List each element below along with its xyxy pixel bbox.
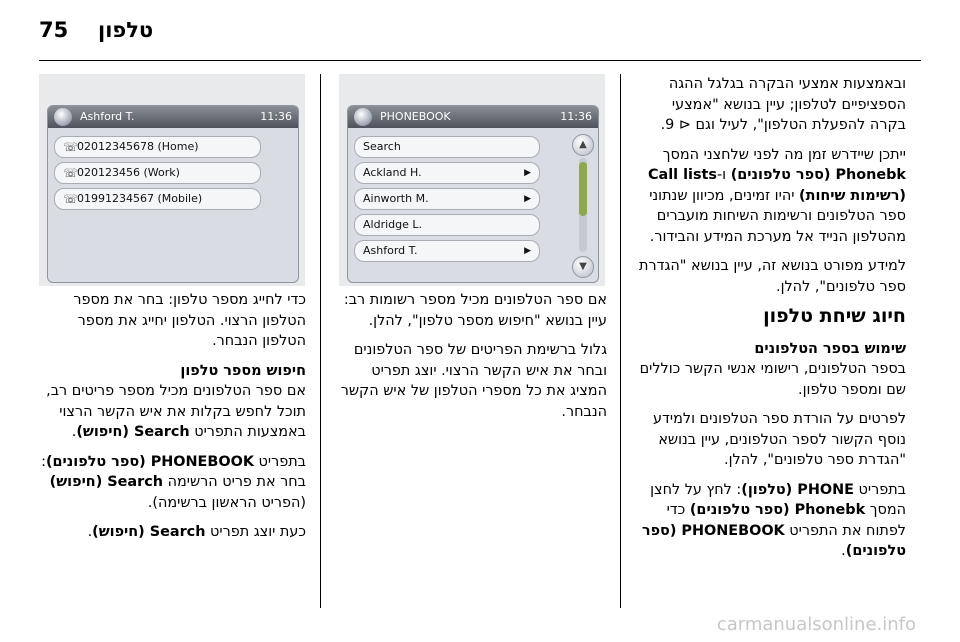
phone-icon [54, 108, 72, 126]
scroll-down-icon[interactable]: ▼ [572, 256, 594, 278]
subsection-heading: שימוש בספר הטלפונים [754, 340, 906, 357]
phone-number-icon: ☏ [63, 166, 79, 180]
contact-screenshot [39, 74, 305, 286]
page-title: טלפון [98, 18, 154, 42]
paragraph: בספר הטלפונים, רישומי אנשי הקשר כוללים שם ומספר טלפון. [639, 361, 906, 398]
list-item[interactable]: Aldridge L. [354, 214, 540, 236]
column-divider-right [620, 74, 621, 608]
paragraph: אם ספר הטלפונים מכיל מספר פריטים רב, תוכל לחפש בקלות את איש הקשר הרצוי באמצעות התפריט Search (חיפוש). [46, 383, 306, 440]
paragraph: ובאמצעות אמצעי הבקרה בגלגל ההגה הספציפיים לטלפון; עיין בנושא "אמצעי בקרה להפעלת הטלפון", לעיל וגם ⊲ 9. [660, 76, 906, 133]
list-item[interactable]: ☏ 02012345678 (Home) [54, 136, 261, 158]
list-item[interactable]: Ashford T. ▶ [354, 240, 540, 262]
scroll-up-icon[interactable]: ▲ [572, 134, 594, 156]
right-column [636, 74, 906, 571]
left-column [36, 290, 306, 552]
phone-icon [354, 108, 372, 126]
list-item[interactable]: Ackland H. ▶ [354, 162, 540, 184]
page-number: 75 [39, 18, 69, 42]
scrollbar[interactable] [572, 132, 594, 278]
paragraph: למידע מפורט בנושא זה, עיין בנושא "הגדרת ספר טלפונים", להלן. [639, 258, 906, 295]
watermark: carmanualsonline.info [716, 614, 916, 635]
list-item[interactable]: ☏ 01991234567 (Mobile) [54, 188, 261, 210]
play-arrow-icon: ▶ [524, 168, 531, 178]
screen-time: 11:36 [260, 110, 292, 123]
list-item[interactable]: Ainworth M. ▶ [354, 188, 540, 210]
middle-column [335, 290, 607, 431]
screen-time: 11:36 [560, 110, 592, 123]
subsection-heading: חיפוש מספר טלפון [180, 362, 306, 379]
phone-number-icon: ☏ [63, 140, 79, 154]
play-arrow-icon: ▶ [524, 246, 531, 256]
header-rule [39, 60, 921, 61]
screen-title: PHONEBOOK [380, 110, 451, 123]
paragraph: ייתכן שיידרש זמן מה לפני שלחצני המסך Phonebk (ספר טלפונים) ו-Call lists (רשימות שיחות) יהיו זמינים, מכיוון שנתוני ספר הטלפונים ורשימות השיחות מועברים מהטלפון הנייד אל מערכת המידע והבידור. [647, 146, 906, 245]
play-arrow-icon: ▶ [524, 194, 531, 204]
list-item[interactable]: Search [354, 136, 540, 158]
paragraph: כעת יוצג תפריט Search (חיפוש). [87, 524, 306, 540]
column-divider-left [320, 74, 321, 608]
screen-title: Ashford T. [80, 110, 135, 123]
paragraph: גלול ברשימת הפריטים של ספר הטלפונים ובחר את איש הקשר הרצוי. יוצג תפריט המציג את כל מספרי הטלפון של איש הקשר הנבחר. [340, 342, 607, 420]
paragraph: כדי לחייג מספר טלפון: בחר את מספר הטלפון הרצוי. הטלפון יחייג את מספר הטלפון הנבחר. [73, 292, 306, 349]
phone-number-icon: ☏ [63, 192, 79, 206]
phonebook-screenshot [339, 74, 605, 286]
paragraph: בתפריט PHONE (טלפון): לחץ על לחצן המסך Phonebk (ספר טלפונים) כדי לפתוח את התפריט PHONEBOOK (ספר טלפונים). [641, 481, 906, 559]
paragraph: אם ספר הטלפונים מכיל מספר רשומות רב: עיין בנושא "חיפוש מספר טלפון", להלן. [343, 292, 607, 329]
paragraph: לפרטים על הורדת ספר הטלפונים ולמידע נוסף הקשור לספר הטלפונים, עיין בנושא "הגדרת ספר טלפונים", להלן. [653, 411, 906, 468]
paragraph: בתפריט PHONEBOOK (ספר טלפונים): בחר את פריט הרשימה Search (חיפוש) (הפריט הראשון ברשימה). [41, 453, 306, 511]
list-item[interactable]: ☏ 020123456 (Work) [54, 162, 261, 184]
section-heading: חיוג שיחת טלפון [763, 305, 906, 327]
